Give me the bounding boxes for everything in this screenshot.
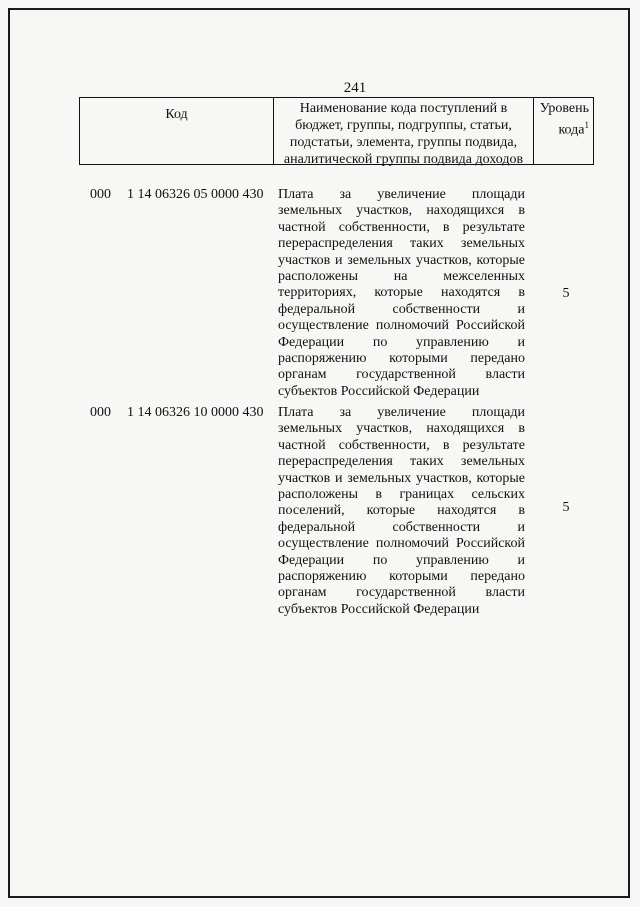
footnote-marker: 1 [584, 120, 589, 130]
header-code: Код [80, 98, 274, 164]
name-line: осуществление полномочий Российской [278, 318, 525, 334]
name-line: осуществление полномочий Российской [278, 536, 525, 552]
name-line: расположены в границах сельских [278, 487, 525, 503]
code-level: 5 [562, 286, 570, 301]
name-line: Федерации по управлению и [278, 552, 525, 568]
name-line: территориях, которые находятся в [278, 285, 525, 301]
revenue-code: 1 14 06326 10 0000 430 [127, 405, 264, 420]
name-line: Плата за увеличение площади [278, 405, 525, 420]
table-header [79, 97, 594, 165]
revenue-name [278, 187, 525, 400]
name-line: органам государственной власти [278, 367, 525, 383]
page-number: 241 [343, 80, 367, 96]
name-line: распоряжению которыми передано [278, 569, 525, 585]
header-name-line: Наименование кода поступлений в [299, 101, 508, 116]
name-line: Федерации по управлению и [278, 334, 525, 350]
name-line: перераспределения таких земельных [278, 454, 525, 470]
name-line: федеральной собственности и [278, 301, 525, 317]
name-line: частной собственности, в результате [278, 219, 525, 235]
code-level: 5 [562, 500, 570, 515]
header-level-line [534, 117, 589, 139]
name-line: участков и земельных участков, которые [278, 252, 525, 268]
name-line: субъектов Российской Федерации [278, 383, 480, 399]
name-line: перераспределения таких земельных [278, 236, 525, 252]
name-line: органам государственной власти [278, 585, 525, 601]
admin-code: 000 [90, 187, 111, 202]
name-line: земельных участков, находящихся в [278, 203, 525, 219]
name-line: распоряжению которыми передано [278, 351, 525, 367]
header-level-line: Уровень [539, 101, 589, 116]
name-line: поселений, которые находятся в [278, 503, 525, 519]
header-name-line: бюджет, группы, подгруппы, статьи, [295, 118, 512, 133]
revenue-code: 1 14 06326 05 0000 430 [127, 187, 264, 202]
name-line: частной собственности, в результате [278, 437, 525, 453]
name-line: расположены на межселенных [278, 269, 525, 285]
revenue-name [278, 405, 525, 618]
header-level [534, 98, 595, 164]
name-line: федеральной собственности и [278, 519, 525, 535]
name-line: земельных участков, находящихся в [278, 421, 525, 437]
admin-code: 000 [90, 405, 111, 420]
name-line: субъектов Российской Федерации [278, 601, 480, 617]
header-name-line: подстатьи, элемента, группы подвида, [289, 135, 518, 150]
header-name [274, 98, 534, 167]
name-line: участков и земельных участков, которые [278, 470, 525, 486]
header-name-line: аналитической группы подвида доходов [283, 152, 524, 167]
header-level-text: кода [558, 122, 585, 138]
name-line: Плата за увеличение площади [278, 187, 525, 202]
